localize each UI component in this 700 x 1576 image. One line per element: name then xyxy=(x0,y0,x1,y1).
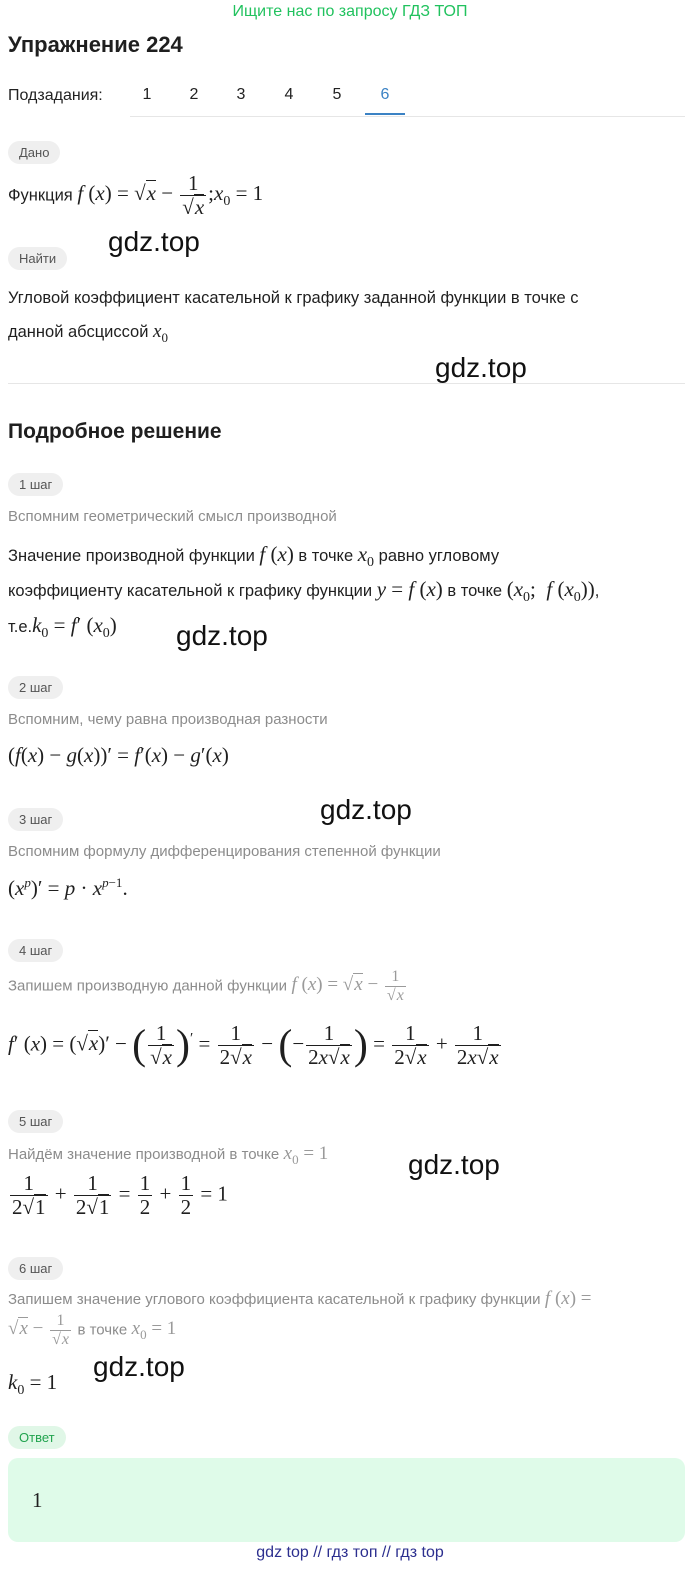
page-title: Упражнение 224 xyxy=(8,32,183,57)
step-5-caption: Найдём значение производной в точке xyxy=(8,1146,280,1163)
step-6-in-point: в точке xyxy=(77,1321,128,1339)
solution-title: Подробное решение xyxy=(8,420,222,443)
watermark: gdz.top xyxy=(108,226,200,257)
step-1-caption: Вспомним геометрический смысл производной xyxy=(8,508,337,525)
step-3-caption: Вспомним формулу дифференцирования степенной функции xyxy=(8,843,441,860)
step-4-chip: 4 шаг xyxy=(8,939,63,962)
step-1-line-1: Значение производной функции f (x) в точке $x_0$ равно угловому xyxy=(8,542,500,571)
subtasks-label: Подзадания: xyxy=(8,87,103,104)
given-text xyxy=(8,172,263,219)
step-1-chip: 1 шаг xyxy=(8,473,63,496)
step-1-line-3: $т.е.k_0 = f'$ $(x_0)$ xyxy=(8,613,117,642)
given-prefix: Функция xyxy=(8,186,73,205)
step-1-text-b: в точке xyxy=(298,547,354,565)
subtask-tabs xyxy=(130,84,685,117)
subtask-tab-6[interactable]: 6 xyxy=(380,86,390,103)
answer-box xyxy=(8,1458,685,1542)
promo-banner[interactable]: Ищите нас по запросу ГДЗ ТОП xyxy=(232,3,468,20)
step-1-text-c: равно угловому xyxy=(378,547,500,565)
step-5-caption-row: Найдём значение производной в точке $x_0 = 1$ xyxy=(8,1143,329,1167)
subtask-tab-2[interactable]: 2 xyxy=(189,86,199,103)
step-1-text-a: Значение производной функции xyxy=(8,547,255,565)
step-1-text-d: коэффициенту касательной к графику функции xyxy=(8,582,373,600)
watermark: gdz.top xyxy=(435,352,527,383)
step-6-formula: $k_0 = 1$ xyxy=(8,1370,58,1399)
step-6-caption: Запишем значение углового коэффициента касательной к графику функции xyxy=(8,1291,541,1308)
subtask-tab-4[interactable]: 4 xyxy=(284,86,294,103)
step-1-line-2: коэффициенту касательной к графику функции y = f (x) в точке ($x_0$; f $(x_0)$), xyxy=(8,577,600,606)
find-line-2-text: данной абсциссой xyxy=(8,323,149,341)
step-6-caption-line-1: Запишем значение углового коэффициента касательной к графику функции f (x) = xyxy=(8,1288,592,1309)
step-6-caption-line-2: √x − $\frac{1}{√x}$ в точке $x_0 = 1$ xyxy=(8,1312,177,1348)
watermark: gdz.top xyxy=(93,1351,185,1382)
subtask-tab-1[interactable]: 1 xyxy=(142,86,152,103)
answer-chip: Ответ xyxy=(8,1426,66,1449)
divider xyxy=(8,383,685,384)
step-4-caption-row: Запишем производную данной функции f (x) = √x − $\frac{1}{√x}$ xyxy=(8,968,404,1004)
step-4-formula: f′ (x) = (√x)′ − ( $\frac{1}{√x}$ )′ = $\frac{1}{2√x}$ − (− $\frac{1}{2x√x}$ ) = $\frac{1}{2√x}$ + $\frac{1}{2x√x}$ xyxy=(8,1021,499,1070)
step-2-chip: 2 шаг xyxy=(8,676,63,699)
subtask-tab-5[interactable]: 5 xyxy=(332,86,342,103)
find-line-2: данной абсциссой $x_0$ xyxy=(8,321,168,345)
step-6-chip: 6 шаг xyxy=(8,1257,63,1280)
step-3-chip: 3 шаг xyxy=(8,808,63,831)
watermark: gdz.top xyxy=(176,620,268,651)
step-5-chip: 5 шаг xyxy=(8,1110,63,1133)
given-chip: Дано xyxy=(8,141,60,164)
step-5-formula: $\frac{1}{2√1}$ + $\frac{1}{2√1}$ = $\frac{1}{2}$ + $\frac{1}{2}$ = 1 xyxy=(12,1171,228,1220)
step-4-caption: Запишем производную данной функции xyxy=(8,977,288,995)
active-tab-indicator xyxy=(365,113,405,115)
find-chip: Найти xyxy=(8,247,67,270)
find-line-1: Угловой коэффициент касательной к графику заданной функции в точке с xyxy=(8,289,579,307)
watermark: gdz.top xyxy=(320,794,412,825)
step-1-text-e: в точке xyxy=(447,582,503,600)
footer-links[interactable]: gdz top // гдз топ // гдз top xyxy=(256,1544,444,1561)
answer-value: 1 xyxy=(32,1488,43,1512)
step-2-formula: (f(x) − g(x))′ = f′(x) − g′(x) xyxy=(8,743,229,767)
subtask-tab-3[interactable]: 3 xyxy=(236,86,246,103)
step-2-caption: Вспомним, чему равна производная разности xyxy=(8,711,328,728)
watermark: gdz.top xyxy=(408,1149,500,1180)
step-1-text-f: т.е. xyxy=(8,618,33,636)
step-3-formula: $(x^p)' = p \cdot x^{p-1}$. xyxy=(8,875,128,900)
given-formula: f (x) = √x − $\frac{1}{√x}$ $;x_0 = 1$ xyxy=(77,171,264,220)
